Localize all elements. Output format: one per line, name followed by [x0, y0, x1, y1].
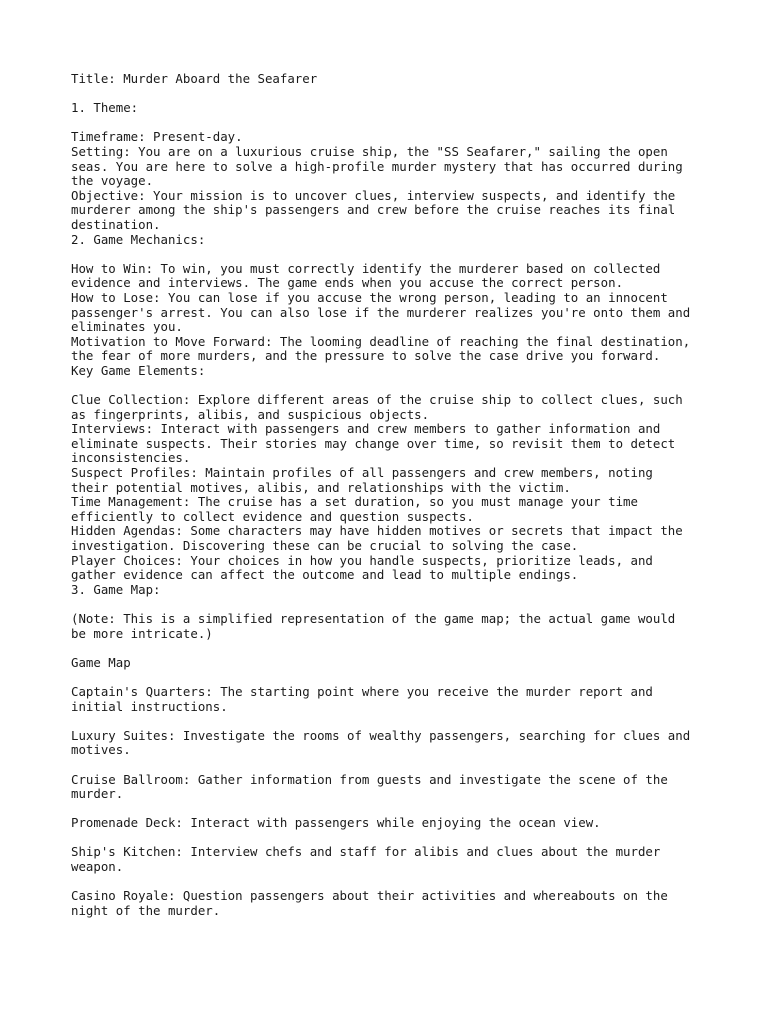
key-elements-heading: Key Game Elements: [71, 362, 206, 378]
player-choices-line: gather evidence can affect the outcome and lead to multiple endings. [71, 567, 579, 583]
time-management-line: Time Management: The cruise has a set duration, so you must manage your time [71, 494, 638, 510]
location-luxury-suites: Luxury Suites: Investigate the rooms of wealthy passengers, searching for clues and [71, 727, 691, 743]
timeframe-line: Timeframe: Present-day. [71, 129, 243, 145]
suspect-profiles-line: Suspect Profiles: Maintain profiles of all passengers and crew members, noting [71, 465, 653, 481]
time-management-line: efficiently to collect evidence and question suspects. [71, 508, 474, 524]
spacer [71, 247, 711, 262]
document-page [71, 72, 711, 918]
location-casino-royale: Casino Royale: Question passengers about their activities and whereabouts on the [71, 888, 668, 904]
objective-line: Objective: Your mission is to uncover clues, interview suspects, and identify the [71, 187, 676, 203]
spacer [71, 378, 711, 393]
setting-line: the voyage. [71, 173, 154, 189]
hidden-agendas-line: Hidden Agendas: Some characters may have hidden motives or secrets that impact the [71, 523, 683, 539]
spacer [71, 597, 711, 612]
objective-line: destination. [71, 216, 161, 232]
how-to-lose-line: How to Lose: You can lose if you accuse the wrong person, leading to an innocent [71, 289, 668, 305]
location-promenade-deck: Promenade Deck: Interact with passengers while enjoying the ocean view. [71, 815, 601, 831]
setting-line: seas. You are here to solve a high-profile murder mystery that has occurred during [71, 158, 683, 174]
spacer [71, 87, 711, 102]
how-to-win-line: evidence and interviews. The game ends when you accuse the correct person. [71, 275, 624, 291]
location-captains-quarters: initial instructions. [71, 698, 228, 714]
location-captains-quarters: Captain's Quarters: The starting point where you receive the murder report and [71, 683, 653, 699]
map-heading: 3. Game Map: [71, 581, 161, 597]
setting-line: Setting: You are on a luxurious cruise ship, the "SS Seafarer," sailing the open [71, 143, 668, 159]
player-choices-line: Player Choices: Your choices in how you handle suspects, prioritize leads, and [71, 552, 653, 568]
document-title: Title: Murder Aboard the Seafarer [71, 71, 318, 86]
spacer [71, 875, 711, 890]
location-luxury-suites: motives. [71, 742, 131, 758]
interviews-line: inconsistencies. [71, 450, 191, 466]
spacer [71, 831, 711, 846]
how-to-win-line: How to Win: To win, you must correctly identify the murderer based on collected [71, 260, 661, 276]
spacer [71, 714, 711, 729]
location-ships-kitchen: weapon. [71, 859, 124, 875]
location-casino-royale: night of the murder. [71, 902, 221, 918]
map-title: Game Map [71, 654, 131, 670]
spacer [71, 641, 711, 656]
spacer [71, 116, 711, 131]
motivation-line: Motivation to Move Forward: The looming deadline of reaching the final destination, [71, 333, 691, 349]
how-to-lose-line: eliminates you. [71, 319, 183, 335]
interviews-line: Interviews: Interact with passengers and crew members to gather information and [71, 421, 661, 437]
objective-line: murderer among the ship's passengers and crew before the cruise reaches its final [71, 202, 676, 218]
location-ships-kitchen: Ship's Kitchen: Interview chefs and staff for alibis and clues about the murder [71, 844, 661, 860]
map-note-line: be more intricate.) [71, 625, 213, 641]
interviews-line: eliminate suspects. Their stories may change over time, so revisit them to detect [71, 435, 676, 451]
spacer [71, 802, 711, 817]
hidden-agendas-line: investigation. Discovering these can be crucial to solving the case. [71, 538, 579, 553]
theme-heading: 1. Theme: [71, 100, 139, 116]
mechanics-heading: 2. Game Mechanics: [71, 231, 206, 247]
suspect-profiles-line: their potential motives, alibis, and relationships with the victim. [71, 479, 571, 495]
clue-collection-line: as fingerprints, alibis, and suspicious objects. [71, 406, 430, 422]
motivation-line: the fear of more murders, and the pressure to solve the case drive you forward. [71, 348, 661, 364]
how-to-lose-line: passenger's arrest. You can also lose if the murderer realizes you're onto them and [71, 304, 691, 320]
location-cruise-ballroom: murder. [71, 786, 124, 802]
spacer [71, 670, 711, 685]
location-cruise-ballroom: Cruise Ballroom: Gather information from guests and investigate the scene of the [71, 771, 668, 787]
clue-collection-line: Clue Collection: Explore different areas of the cruise ship to collect clues, such [71, 392, 683, 408]
map-note-line: (Note: This is a simplified representation of the game map; the actual game would [71, 610, 676, 626]
spacer [71, 758, 711, 773]
